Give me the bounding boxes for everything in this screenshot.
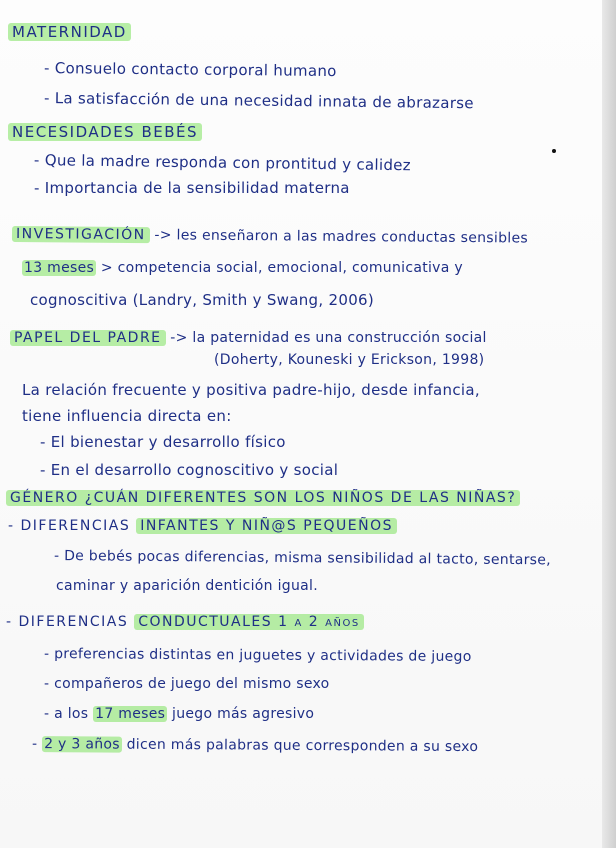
genero-sub1-item-2: caminar y aparición dentición igual. — [56, 578, 318, 594]
genero-sub2-item-3: - a los 17 meses juego más agresivo — [44, 706, 315, 722]
heading-investigacion: INVESTIGACIÓN — [12, 226, 150, 243]
heading-maternidad: MATERNIDAD — [8, 22, 131, 42]
highlight-2-3-anos: 2 y 3 años — [44, 736, 120, 753]
padre-item-2: - En el desarrollo cognoscitivo y social — [40, 461, 339, 479]
genero-sub2-item-2: - compañeros de juego del mismo sexo — [44, 676, 330, 692]
padre-line-3: La relación frecuente y positiva padre-hijo, desde infancia, — [22, 381, 480, 399]
highlight-conductuales: CONDUCTUALES 1 a 2 años — [134, 614, 363, 630]
padre-line-1: PAPEL DEL PADRE -> la paternidad es una construcción social — [10, 328, 487, 348]
ink-dot — [552, 149, 556, 153]
maternidad-item-1: - Consuelo contacto corporal humano — [43, 59, 337, 81]
highlight-infantes: INFANTES Y NIÑ@S PEQUEÑOS — [136, 518, 397, 534]
necesidades-item-1: - Que la madre responda con prontitud y calidez — [33, 151, 412, 175]
heading-necesidades: NECESIDADES BEBÉS — [8, 122, 202, 142]
highlight-17-meses: 17 meses — [95, 706, 166, 722]
genero-sub1: - DIFERENCIAS INFANTES Y NIÑ@S PEQUEÑOS — [8, 516, 397, 536]
genero-sub2-item-4: - 2 y 3 años dicen más palabras que corresponden a su sexo — [31, 736, 479, 756]
padre-item-1: - El bienestar y desarrollo físico — [40, 433, 286, 451]
investigacion-line-2: 13 meses > competencia social, emocional, comunicativa y — [24, 260, 463, 276]
necesidades-item-2: - Importancia de la sensibilidad materna — [34, 179, 350, 197]
maternidad-item-2: - La satisfacción de una necesidad innata de abrazarse — [43, 89, 475, 113]
investigacion-line-3: cognoscitiva (Landry, Smith y Swang, 2006) — [30, 291, 375, 309]
genero-sub1-item-1: - De bebés pocas diferencias, misma sensibilidad al tacto, sentarse, — [53, 548, 552, 569]
investigacion-line-1: INVESTIGACIÓN -> les enseñaron a las madres conductas sensibles — [12, 224, 528, 249]
genero-sub2-item-1: - preferencias distintas en juguetes y actividades de juego — [43, 646, 472, 665]
padre-citation: (Doherty, Kouneski y Erickson, 1998) — [214, 352, 485, 368]
heading-genero: GÉNERO ¿CUÁN DIFERENTES SON LOS NIÑOS DE LAS NIÑAS? — [6, 488, 520, 508]
padre-line-4: tiene influencia directa en: — [22, 407, 232, 425]
highlight-13-meses: 13 meses — [24, 260, 95, 276]
heading-padre: PAPEL DEL PADRE — [10, 330, 166, 346]
page-edge-shadow — [602, 0, 616, 848]
genero-sub2: - DIFERENCIAS CONDUCTUALES 1 a 2 años — [6, 612, 364, 632]
